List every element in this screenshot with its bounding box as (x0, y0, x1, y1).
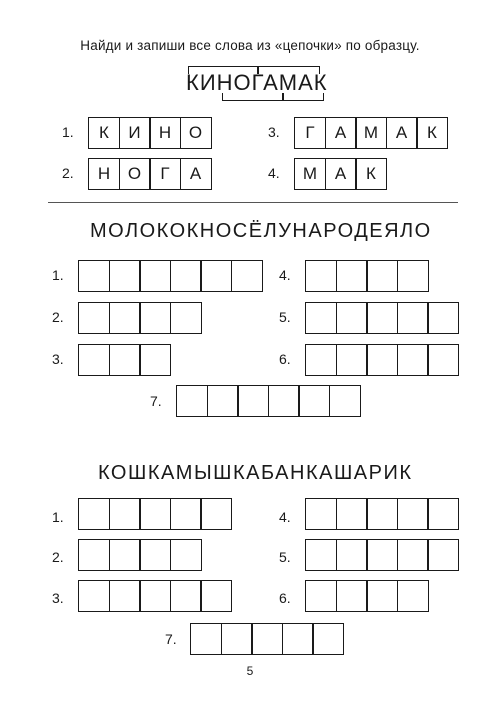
answer-letter-box[interactable] (366, 302, 398, 334)
letter-box: Н (149, 117, 181, 149)
answer-letter-box[interactable] (231, 260, 263, 292)
letter-box: М (355, 117, 387, 149)
task1-answer-1[interactable] (78, 260, 263, 292)
answer-letter-box[interactable] (305, 260, 337, 292)
answer-letter-box[interactable] (282, 623, 314, 655)
answer-letter-box[interactable] (139, 344, 171, 376)
answer-letter-box[interactable] (78, 344, 110, 376)
letter-box: А (180, 158, 212, 190)
task2-answer-7[interactable] (190, 623, 344, 655)
answer-letter-box[interactable] (336, 344, 368, 376)
chain-bracket-bottom (222, 93, 284, 101)
answer-letter-box[interactable] (305, 539, 337, 571)
example-num-3: 3. (268, 124, 280, 140)
task1-answer-7[interactable] (176, 385, 361, 417)
answer-letter-box[interactable] (109, 344, 141, 376)
answer-letter-box[interactable] (397, 498, 429, 530)
task1-answer-3[interactable] (78, 344, 171, 376)
answer-letter-box[interactable] (336, 260, 368, 292)
task1-num-5: 5. (279, 309, 291, 325)
answer-letter-box[interactable] (109, 498, 141, 530)
page-number: 5 (246, 664, 254, 678)
letter-box: К (88, 117, 120, 149)
section-divider (48, 202, 458, 203)
task2-num-6: 6. (279, 590, 291, 606)
answer-letter-box[interactable] (366, 539, 398, 571)
answer-letter-box[interactable] (366, 344, 398, 376)
answer-letter-box[interactable] (268, 385, 300, 417)
answer-letter-box[interactable] (298, 385, 330, 417)
letter-box: Г (149, 158, 181, 190)
answer-letter-box[interactable] (109, 260, 141, 292)
answer-letter-box[interactable] (427, 498, 459, 530)
task2-num-4: 4. (279, 509, 291, 525)
answer-letter-box[interactable] (78, 260, 110, 292)
letter-box: М (294, 158, 326, 190)
task2-answer-2[interactable] (78, 539, 202, 571)
task1-chain: МОЛОКОКНОСЁЛУНАРОДЕЯЛО (90, 220, 432, 242)
task2-num-3: 3. (52, 590, 64, 606)
answer-letter-box[interactable] (397, 344, 429, 376)
example-word-2 (88, 158, 212, 190)
task1-num-2: 2. (52, 309, 64, 325)
task1-num-1: 1. (52, 267, 64, 283)
task2-answer-1[interactable] (78, 498, 232, 530)
answer-letter-box[interactable] (251, 623, 283, 655)
answer-letter-box[interactable] (170, 302, 202, 334)
task1-num-6: 6. (279, 351, 291, 367)
letter-box: О (119, 158, 151, 190)
answer-letter-box[interactable] (305, 580, 337, 612)
answer-letter-box[interactable] (139, 539, 171, 571)
task1-num-3: 3. (52, 351, 64, 367)
answer-letter-box[interactable] (397, 302, 429, 334)
answer-letter-box[interactable] (200, 260, 232, 292)
answer-letter-box[interactable] (312, 623, 344, 655)
answer-letter-box[interactable] (139, 302, 171, 334)
letter-box: А (386, 117, 418, 149)
answer-letter-box[interactable] (200, 498, 232, 530)
answer-letter-box[interactable] (78, 302, 110, 334)
task2-answer-4[interactable] (305, 498, 459, 530)
answer-letter-box[interactable] (305, 344, 337, 376)
letter-box: А (325, 117, 357, 149)
answer-letter-box[interactable] (170, 539, 202, 571)
answer-letter-box[interactable] (427, 539, 459, 571)
instruction-text: Найди и запиши все слова из «цепочки» по образцу. (80, 38, 420, 53)
chain-bracket-bottom (282, 93, 324, 101)
answer-letter-box[interactable] (329, 385, 361, 417)
answer-letter-box[interactable] (78, 580, 110, 612)
task2-answer-6[interactable] (305, 580, 429, 612)
task1-num-4: 4. (279, 267, 291, 283)
letter-box: Н (88, 158, 120, 190)
answer-letter-box[interactable] (207, 385, 239, 417)
example-num-1: 1. (62, 124, 74, 140)
example-chain: КИНОГАМАК (186, 70, 328, 95)
task2-answer-5[interactable] (305, 539, 459, 571)
answer-letter-box[interactable] (397, 260, 429, 292)
answer-letter-box[interactable] (176, 385, 208, 417)
answer-letter-box[interactable] (139, 498, 171, 530)
answer-letter-box[interactable] (221, 623, 253, 655)
answer-letter-box[interactable] (366, 498, 398, 530)
task2-num-1: 1. (52, 509, 64, 525)
chain-bracket-top (188, 66, 258, 74)
task2-num-5: 5. (279, 549, 291, 565)
example-word-3 (294, 117, 448, 149)
letter-box: А (325, 158, 357, 190)
task1-answer-6[interactable] (305, 344, 459, 376)
answer-letter-box[interactable] (200, 580, 232, 612)
answer-letter-box[interactable] (305, 302, 337, 334)
answer-letter-box[interactable] (397, 539, 429, 571)
answer-letter-box[interactable] (170, 260, 202, 292)
example-num-4: 4. (268, 165, 280, 181)
letter-box: О (180, 117, 212, 149)
letter-box: И (119, 117, 151, 149)
answer-letter-box[interactable] (397, 580, 429, 612)
task1-answer-2[interactable] (78, 302, 202, 334)
letter-box: Г (294, 117, 326, 149)
answer-letter-box[interactable] (190, 623, 222, 655)
answer-letter-box[interactable] (170, 580, 202, 612)
answer-letter-box[interactable] (366, 580, 398, 612)
task2-chain: КОШКАМЫШКАБАНКАШАРИК (98, 462, 413, 484)
answer-letter-box[interactable] (170, 498, 202, 530)
task2-num-2: 2. (52, 549, 64, 565)
answer-letter-box[interactable] (336, 580, 368, 612)
letter-box: К (416, 117, 448, 149)
answer-letter-box[interactable] (78, 498, 110, 530)
answer-letter-box[interactable] (109, 580, 141, 612)
answer-letter-box[interactable] (366, 260, 398, 292)
chain-bracket-top (258, 66, 320, 74)
answer-letter-box[interactable] (237, 385, 269, 417)
answer-letter-box[interactable] (139, 260, 171, 292)
task2-answer-3[interactable] (78, 580, 232, 612)
letter-box: К (355, 158, 387, 190)
answer-letter-box[interactable] (336, 539, 368, 571)
example-word-4 (294, 158, 387, 190)
task2-num-7: 7. (165, 631, 177, 647)
answer-letter-box[interactable] (109, 302, 141, 334)
answer-letter-box[interactable] (305, 498, 337, 530)
answer-letter-box[interactable] (139, 580, 171, 612)
example-word-1 (88, 117, 212, 149)
example-num-2: 2. (62, 165, 74, 181)
answer-letter-box[interactable] (427, 302, 459, 334)
task1-answer-4[interactable] (305, 260, 429, 292)
answer-letter-box[interactable] (336, 302, 368, 334)
answer-letter-box[interactable] (427, 344, 459, 376)
answer-letter-box[interactable] (109, 539, 141, 571)
task1-answer-5[interactable] (305, 302, 459, 334)
answer-letter-box[interactable] (336, 498, 368, 530)
answer-letter-box[interactable] (78, 539, 110, 571)
task1-num-7: 7. (150, 393, 162, 409)
